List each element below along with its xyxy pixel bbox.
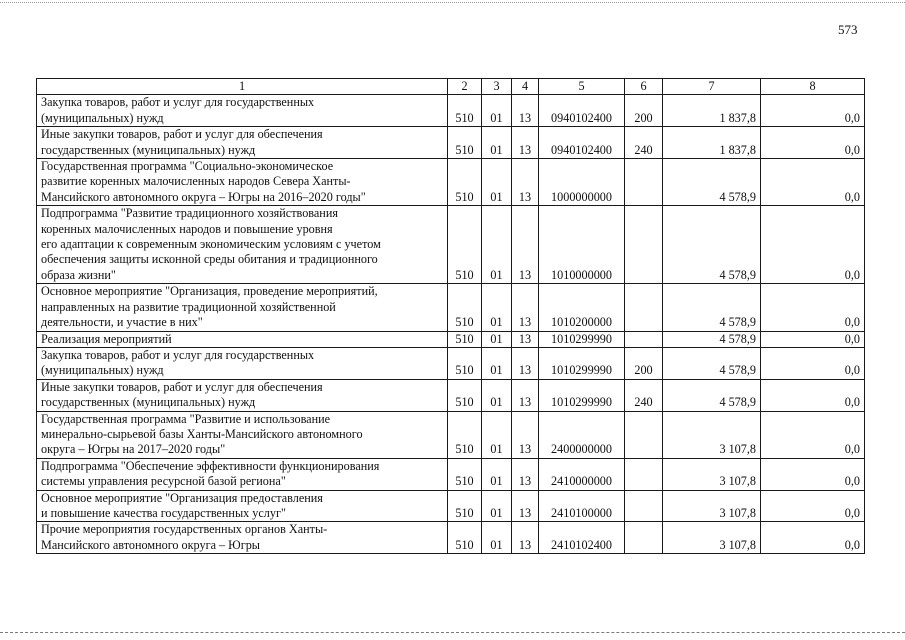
description-cell: Закупка товаров, работ и услуг для государственных (муниципальных) нужд <box>37 95 448 127</box>
col5-code-cell: 1010299990 <box>539 347 625 379</box>
col6-cell <box>625 284 663 331</box>
col8-amount-cell: 0,0 <box>761 159 865 206</box>
col7-amount-cell: 4 578,9 <box>663 206 761 284</box>
table-body <box>37 79 865 554</box>
col3-cell: 01 <box>482 284 512 331</box>
col6-cell: 240 <box>625 379 663 411</box>
col7-amount-cell: 4 578,9 <box>663 159 761 206</box>
col7-amount-cell: 4 578,9 <box>663 284 761 331</box>
col4-cell: 13 <box>512 458 539 490</box>
col6-cell: 200 <box>625 95 663 127</box>
table-row <box>37 379 865 411</box>
col6-cell <box>625 522 663 554</box>
header-cell-3: 3 <box>482 79 512 95</box>
header-cell-5: 5 <box>539 79 625 95</box>
col2-cell: 510 <box>448 411 482 458</box>
col2-cell: 510 <box>448 347 482 379</box>
col4-cell: 13 <box>512 411 539 458</box>
col8-amount-cell: 0,0 <box>761 379 865 411</box>
col4-cell: 13 <box>512 159 539 206</box>
col7-amount-cell: 3 107,8 <box>663 490 761 522</box>
col8-amount-cell: 0,0 <box>761 95 865 127</box>
col6-cell <box>625 490 663 522</box>
col6-cell <box>625 206 663 284</box>
col5-code-cell: 2410000000 <box>539 458 625 490</box>
col4-cell: 13 <box>512 379 539 411</box>
table-row <box>37 95 865 127</box>
col3-cell: 01 <box>482 127 512 159</box>
col4-cell: 13 <box>512 206 539 284</box>
description-cell: Основное мероприятие "Организация, проведение мероприятий, направленных на развитие традиционной хозяйственной деятельности, и участие в них" <box>37 284 448 331</box>
table-row <box>37 490 865 522</box>
col5-code-cell: 0940102400 <box>539 95 625 127</box>
description-cell: Реализация мероприятий <box>37 331 448 347</box>
header-cell-8: 8 <box>761 79 865 95</box>
col2-cell: 510 <box>448 522 482 554</box>
col2-cell: 510 <box>448 127 482 159</box>
header-cell-4: 4 <box>512 79 539 95</box>
col5-code-cell: 1010200000 <box>539 284 625 331</box>
header-cell-7: 7 <box>663 79 761 95</box>
col2-cell: 510 <box>448 331 482 347</box>
col6-cell: 200 <box>625 347 663 379</box>
description-cell: Основное мероприятие "Организация предоставления и повышение качества государственных услуг" <box>37 490 448 522</box>
col6-cell <box>625 159 663 206</box>
col7-amount-cell: 3 107,8 <box>663 411 761 458</box>
col2-cell: 510 <box>448 379 482 411</box>
col2-cell: 510 <box>448 95 482 127</box>
col5-code-cell: 2410100000 <box>539 490 625 522</box>
col8-amount-cell: 0,0 <box>761 284 865 331</box>
col8-amount-cell: 0,0 <box>761 206 865 284</box>
description-cell: Подпрограмма "Обеспечение эффективности функционирования системы управления ресурсной базой региона" <box>37 458 448 490</box>
description-cell: Иные закупки товаров, работ и услуг для обеспечения государственных (муниципальных) нужд <box>37 379 448 411</box>
col5-code-cell: 0940102400 <box>539 127 625 159</box>
col3-cell: 01 <box>482 95 512 127</box>
table-row <box>37 331 865 347</box>
description-cell: Подпрограмма "Развитие традиционного хозяйствования коренных малочисленных народов и повышение уровня его адаптации к современным экономическим условиям с учетом обеспечения защиты исконной среды обитания и традиционного образа жизни" <box>37 206 448 284</box>
col3-cell: 01 <box>482 458 512 490</box>
table-row <box>37 284 865 331</box>
col3-cell: 01 <box>482 347 512 379</box>
col6-cell <box>625 458 663 490</box>
col4-cell: 13 <box>512 522 539 554</box>
col4-cell: 13 <box>512 490 539 522</box>
description-cell: Иные закупки товаров, работ и услуг для обеспечения государственных (муниципальных) нужд <box>37 127 448 159</box>
col8-amount-cell: 0,0 <box>761 522 865 554</box>
col4-cell: 13 <box>512 284 539 331</box>
col6-cell <box>625 411 663 458</box>
col7-amount-cell: 4 578,9 <box>663 331 761 347</box>
description-cell: Закупка товаров, работ и услуг для государственных (муниципальных) нужд <box>37 347 448 379</box>
col8-amount-cell: 0,0 <box>761 127 865 159</box>
col8-amount-cell: 0,0 <box>761 411 865 458</box>
table-row <box>37 206 865 284</box>
col7-amount-cell: 3 107,8 <box>663 522 761 554</box>
col7-amount-cell: 3 107,8 <box>663 458 761 490</box>
col3-cell: 01 <box>482 331 512 347</box>
table-row <box>37 127 865 159</box>
col7-amount-cell: 1 837,8 <box>663 95 761 127</box>
col4-cell: 13 <box>512 347 539 379</box>
col6-cell: 240 <box>625 127 663 159</box>
col8-amount-cell: 0,0 <box>761 347 865 379</box>
col3-cell: 01 <box>482 206 512 284</box>
col5-code-cell: 2410102400 <box>539 522 625 554</box>
col2-cell: 510 <box>448 206 482 284</box>
header-cell-1: 1 <box>37 79 448 95</box>
description-cell: Государственная программа "Развитие и использование минерально-сырьевой базы Ханты-Мансийского автономного округа – Югры на 2017–2020 годы" <box>37 411 448 458</box>
table-row <box>37 159 865 206</box>
col6-cell <box>625 331 663 347</box>
description-cell: Прочие мероприятия государственных органов Ханты- Мансийского автономного округа – Югры <box>37 522 448 554</box>
col5-code-cell: 1010299990 <box>539 331 625 347</box>
col8-amount-cell: 0,0 <box>761 331 865 347</box>
col3-cell: 01 <box>482 379 512 411</box>
col3-cell: 01 <box>482 490 512 522</box>
table-row <box>37 522 865 554</box>
description-cell: Государственная программа "Социально-экономическое развитие коренных малочисленных народов Севера Ханты- Мансийского автономного округа – Югры на 2016–2020 годы" <box>37 159 448 206</box>
col8-amount-cell: 0,0 <box>761 490 865 522</box>
col4-cell: 13 <box>512 95 539 127</box>
col4-cell: 13 <box>512 127 539 159</box>
scan-edge-bottom <box>0 632 905 633</box>
col2-cell: 510 <box>448 458 482 490</box>
col3-cell: 01 <box>482 522 512 554</box>
col7-amount-cell: 4 578,9 <box>663 379 761 411</box>
col2-cell: 510 <box>448 159 482 206</box>
col5-code-cell: 1010000000 <box>539 206 625 284</box>
table-row <box>37 347 865 379</box>
col3-cell: 01 <box>482 159 512 206</box>
col8-amount-cell: 0,0 <box>761 458 865 490</box>
col7-amount-cell: 1 837,8 <box>663 127 761 159</box>
col5-code-cell: 2400000000 <box>539 411 625 458</box>
col4-cell: 13 <box>512 331 539 347</box>
table-row <box>37 411 865 458</box>
col2-cell: 510 <box>448 284 482 331</box>
scan-edge-top <box>0 2 905 3</box>
col5-code-cell: 1000000000 <box>539 159 625 206</box>
col7-amount-cell: 4 578,9 <box>663 347 761 379</box>
page-number: 573 <box>838 22 858 37</box>
header-cell-2: 2 <box>448 79 482 95</box>
col5-code-cell: 1010299990 <box>539 379 625 411</box>
table-row <box>37 458 865 490</box>
header-cell-6: 6 <box>625 79 663 95</box>
col3-cell: 01 <box>482 411 512 458</box>
col2-cell: 510 <box>448 490 482 522</box>
budget-table <box>36 78 865 554</box>
table-header-row <box>37 79 865 95</box>
